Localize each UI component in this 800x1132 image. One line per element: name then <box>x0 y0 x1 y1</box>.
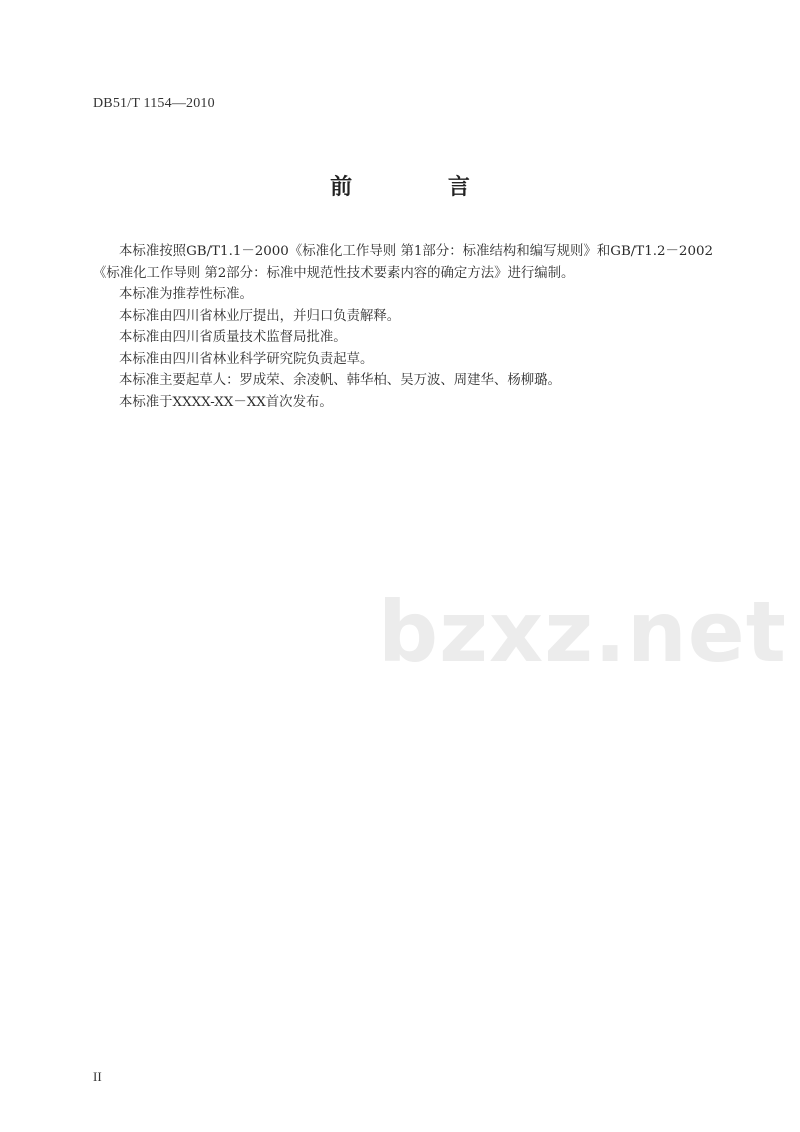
watermark: bzxz.net <box>378 583 787 681</box>
paragraph-drafters: 本标准主要起草人：罗成荣、余凌帆、韩华柏、吴万波、周建华、杨柳璐。 <box>119 373 561 388</box>
page-title: 前 言 <box>330 175 514 200</box>
paragraph-proposer: 本标准由四川省林业厅提出，并归口负责解释。 <box>119 308 401 324</box>
paragraph-release: 本标准于XXXX-XX－XX首次发布。 <box>119 394 333 410</box>
paragraph-recommended: 本标准为推荐性标准。 <box>119 287 253 302</box>
paragraph-compilation-basis: 本标准按照GB/T1.1－2000《标准化工作导则 第1部分：标准结构和编写规则》和GB/T1.2－2002《标准化工作导则 第2部分：标准中规范性技术要素内容的确定方法》进行编制。 <box>93 244 713 281</box>
paragraph-drafting-unit: 本标准由四川省林业科学研究院负责起草。 <box>119 351 374 367</box>
page-number: II <box>93 1069 102 1084</box>
foreword-body <box>93 241 713 413</box>
paragraph-approver: 本标准由四川省质量技术监督局批准。 <box>119 330 347 345</box>
standard-code: DB51/T 1154—2010 <box>93 96 215 111</box>
